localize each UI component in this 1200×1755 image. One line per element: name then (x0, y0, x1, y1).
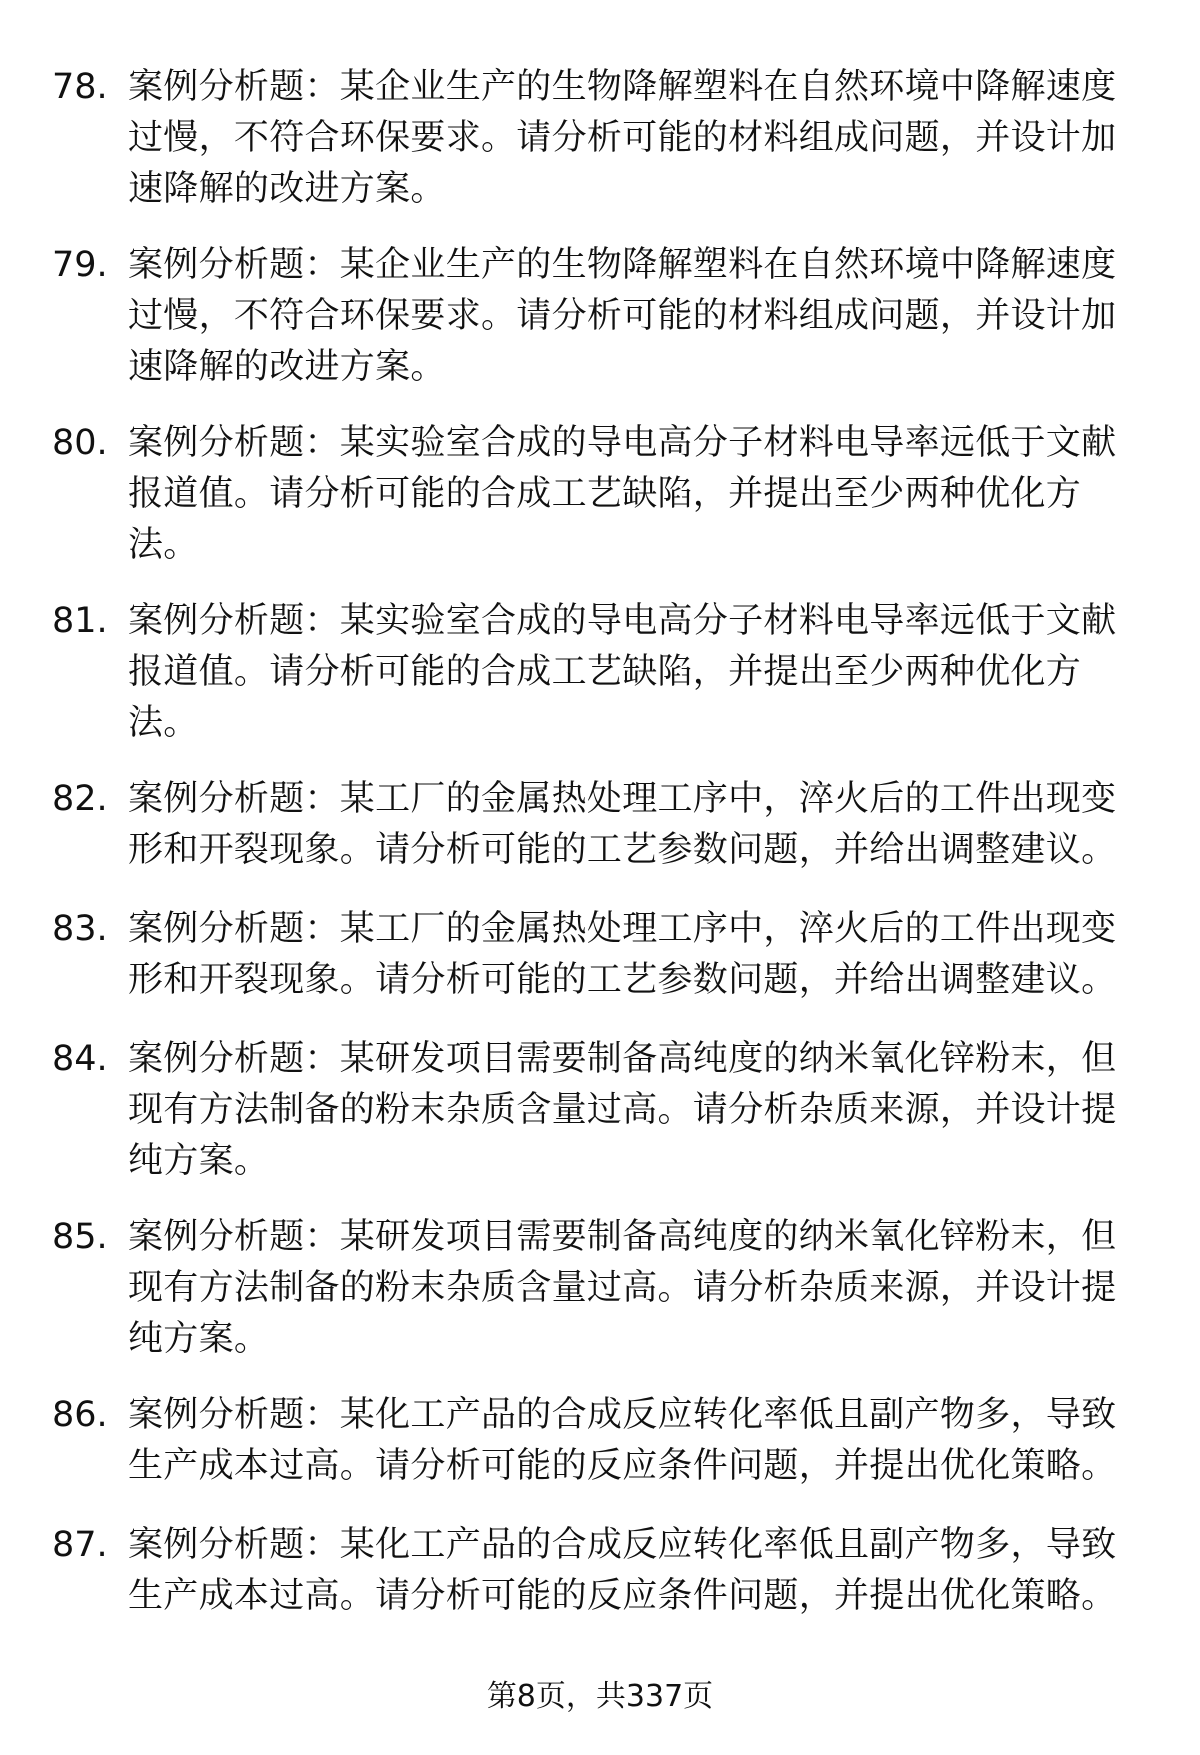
question-text: 案例分析题：某化工产品的合成反应转化率低且副产物多，导致生产成本过高。请分析可能的反应条件问题，并提出优化策略。 (128, 1525, 1117, 1616)
question-number: 80. (52, 423, 108, 463)
question-number: 83. (52, 909, 108, 949)
question-text: 案例分析题：某工厂的金属热处理工序中，淬火后的工件出现变形和开裂现象。请分析可能的工艺参数问题，并给出调整建议。 (128, 779, 1117, 870)
question-number: 81. (52, 601, 108, 641)
question-number: 86. (52, 1395, 108, 1435)
page-footer: 第8页，共337页 (486, 1679, 714, 1714)
question-text: 案例分析题：某企业生产的生物降解塑料在自然环境中降解速度过慢，不符合环保要求。请分析可能的材料组成问题，并设计加速降解的改进方案。 (128, 245, 1117, 387)
question-number: 82. (52, 779, 108, 819)
question-text: 案例分析题：某企业生产的生物降解塑料在自然环境中降解速度过慢，不符合环保要求。请分析可能的材料组成问题，并设计加速降解的改进方案。 (128, 67, 1117, 209)
question-number: 79. (52, 245, 108, 285)
question-number: 78. (52, 67, 108, 107)
question-number: 85. (52, 1217, 108, 1257)
question-text: 案例分析题：某研发项目需要制备高纯度的纳米氧化锌粉末，但现有方法制备的粉末杂质含量过高。请分析杂质来源，并设计提纯方案。 (128, 1039, 1117, 1181)
question-number: 87. (52, 1525, 108, 1565)
question-text: 案例分析题：某实验室合成的导电高分子材料电导率远低于文献报道值。请分析可能的合成工艺缺陷，并提出至少两种优化方法。 (128, 423, 1117, 565)
question-text: 案例分析题：某实验室合成的导电高分子材料电导率远低于文献报道值。请分析可能的合成工艺缺陷，并提出至少两种优化方法。 (128, 601, 1117, 743)
question-text: 案例分析题：某工厂的金属热处理工序中，淬火后的工件出现变形和开裂现象。请分析可能的工艺参数问题，并给出调整建议。 (128, 909, 1117, 1000)
question-text: 案例分析题：某化工产品的合成反应转化率低且副产物多，导致生产成本过高。请分析可能的反应条件问题，并提出优化策略。 (128, 1395, 1117, 1486)
question-number: 84. (52, 1039, 108, 1079)
question-text: 案例分析题：某研发项目需要制备高纯度的纳米氧化锌粉末，但现有方法制备的粉末杂质含量过高。请分析杂质来源，并设计提纯方案。 (128, 1217, 1117, 1359)
